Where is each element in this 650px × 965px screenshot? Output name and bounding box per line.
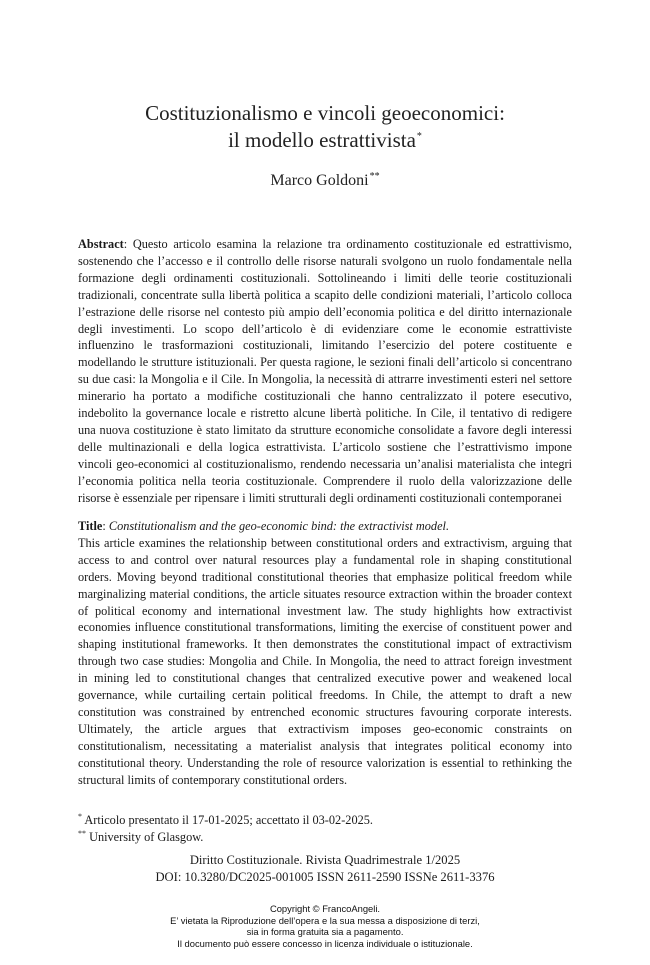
footnote-1-text: Articolo presentato il 17-01-2025; accettato il 03-02-2025. — [84, 813, 373, 827]
footnotes — [78, 812, 572, 846]
copyright-line-3: sia in forma gratuita sia a pagamento. — [246, 926, 404, 937]
abstract-paragraph: Abstract: Questo articolo esamina la relazione tra ordinamento costituzionale ed estrattivismo, sostenendo che l’accesso e il controllo delle risorse naturali svolgono un ruolo fondamentale nella formazione degli ordinamenti costituzionali. Sottolineando i limiti delle teorie costituzionali tradizionali, concentrate sulla libertà politica a scapito delle condizioni materiali, l’articolo colloca l’estrazione delle risorse nel contesto più ampio dell’economia politica e del diritto internazionale degli investimenti. Lo scopo dell’articolo è di evidenziare come le economie estrattiviste influenzino le trasformazioni costituzionali, limitando l’esercizio del potere costituente e modellando le strutture istituzionali. Per questa ragione, le sezioni finali dell’articolo si concentrano su due casi: la Mongolia e il Cile. In Mongolia, la necessità di attrarre investimenti esteri nel settore minerario ha portato a modifiche costituzionali che hanno centralizzato il potere esecutivo, indebolito la governance locale e ristretto alcune libertà politiche. In Cile, il tentativo di redigere una nuova costituzione è stato limitato da strutture economiche consolidate a favore degli interessi delle multinazionali e della logica estrattivista. L’articolo sostiene che l’estrattivismo impone vincoli geo-economici al costituzionalismo, rendendo necessaria un’analisi materialista che integri l’economia politica nella teoria costituzionale. Comprendere il ruolo della valorizzazione delle risorse è essenziale per ripensare i limiti strutturali degli ordinamenti costituzionali contemporanei — [78, 237, 572, 505]
english-title: Constitutionalism and the geo-economic bind: the extractivist model. — [108, 519, 450, 533]
copyright-line-4: Il documento può essere concesso in licenza individuale o istituzionale. — [177, 937, 473, 949]
footnote-1 — [78, 812, 572, 829]
english-title-label: Title — [78, 519, 103, 533]
title-line-1: Costituzionalismo e vincoli geoeconomici: — [145, 101, 505, 125]
title-footnote-mark: * — [416, 131, 422, 142]
footnote-1-mark: * — [78, 811, 82, 821]
author-name — [0, 172, 650, 190]
abstract-label: Abstract — [78, 237, 124, 251]
title-line-2 — [0, 127, 650, 154]
copyright-notice — [0, 903, 650, 949]
footnote-2-mark: ** — [78, 828, 86, 838]
author-footnote-mark: ** — [369, 170, 380, 182]
journal-name: Diritto Costituzionale. Rivista Quadrimestrale 1/2025 — [189, 853, 461, 867]
copyright-line-1: Copyright © FrancoAngeli. — [269, 903, 381, 914]
footnote-2-text: University of Glasgow. — [89, 830, 204, 844]
english-abstract-text: This article examines the relationship between constitutional orders and extractivism, arguing that access to and control over natural resources play a fundamental role in shaping constitutional orders. Moving beyond traditional constitutional theories that emphasize political freedom while marginalizing material conditions, the article situates resource extraction within the broader context of political economy and international investment law. The study highlights how extractivist economies influence constitutional transformations, limiting the exercise of constituent power and shaping institutional frameworks. It then demonstrates the constitutional impact of extractivism through two case studies: Mongolia and Chile. In Mongolia, the need to attract foreign investment in mining led to constitutional changes that centralized executive power and weakened local governance, while curtailing certain political freedoms. In Chile, the attempt to draft a new constitution was constrained by entrenched economic structures favouring corporate interests. Ultimately, the article argues that extractivism imposes geo-economic constraints on constitutionalism, necessitating a materialist analysis that integrates political economy into constitutional theory. Understanding the role of resource valorization is essential to rethinking the structural limits of contemporary constitutional orders. — [78, 535, 572, 787]
copyright-line-2: E’ vietata la Riproduzione dell’opera e la sua messa a disposizione di terzi, — [170, 914, 480, 926]
author-name-text: Marco Goldoni — [270, 172, 369, 189]
title-line-2-text: il modello estrattivista — [228, 128, 416, 152]
abstract-text: Questo articolo esamina la relazione tra ordinamento costituzionale ed estrattivismo, sostenendo che l’accesso e il controllo delle risorse naturali svolgono un ruolo fondamentale nella formazione degli ordinamenti costituzionali. Sottolineando i limiti delle teorie costituzionali tradizionali, concentrate sulla libertà politica a scapito delle condizioni materiali, l’articolo colloca l’estrazione delle risorse nel contesto più ampio dell’economia politica e del diritto internazionale degli investimenti. Lo scopo dell’articolo è di evidenziare come le economie estrattiviste influenzino le trasformazioni costituzionali, limitando l’esercizio del potere costituente e modellando le strutture istituzionali. Per questa ragione, le sezioni finali dell’articolo si concentrano su due casi: la Mongolia e il Cile. In Mongolia, la necessità di attrarre investimenti esteri nel settore minerario ha portato a modifiche costituzionali che hanno centralizzato il potere esecutivo, indebolito la governance locale e ristretto alcune libertà politiche. In Cile, il tentativo di redigere una nuova costituzione è stato limitato da strutture economiche consolidate a favore degli interessi delle multinazionali e della logica estrattivista. L’articolo sostiene che l’estrattivismo impone vincoli geo-economici al costituzionalismo, rendendo necessaria un’analisi materialista che integri l’economia politica nella teoria costituzionale. Comprendere il ruolo della valorizzazione delle risorse è essenziale per ripensare i limiti strutturali degli ordinamenti costituzionali contemporanei — [78, 237, 572, 505]
english-abstract: Title: Constitutionalism and the geo-economic bind: the extractivist model. This article examines the relationship between constitutional orders and extractivism, arguing that access to and control over natural resources play a fundamental role in shaping constitutional orders. Moving beyond traditional constitutional theories that emphasize political freedom while marginalizing material conditions, the article situates resource extraction within the broader context of political economy and international investment law. The study highlights how extractivist economies influence constitutional transformations, limiting the exercise of constituent power and shaping institutional frameworks. It then demonstrates the constitutional impact of extractivism through two case studies: Mongolia and Chile. In Mongolia, the need to attract foreign investment in mining led to constitutional changes that centralized executive power and weakened local governance, while curtailing certain political freedoms. In Chile, the attempt to draft a new constitution was constrained by entrenched economic structures favouring corporate interests. Ultimately, the article argues that extractivism imposes geo-economic constraints on constitutionalism, necessitating a materialist analysis that integrates political economy into constitutional theory. Understanding the role of resource valorization is essential to rethinking the structural limits of contemporary constitutional orders. — [78, 519, 572, 787]
footnote-2 — [78, 829, 572, 846]
journal-doi: DOI: 10.3280/DC2025-001005 ISSN 2611-2590 ISSNe 2611-3376 — [155, 870, 495, 884]
journal-info — [0, 852, 650, 886]
article-title — [0, 100, 650, 154]
